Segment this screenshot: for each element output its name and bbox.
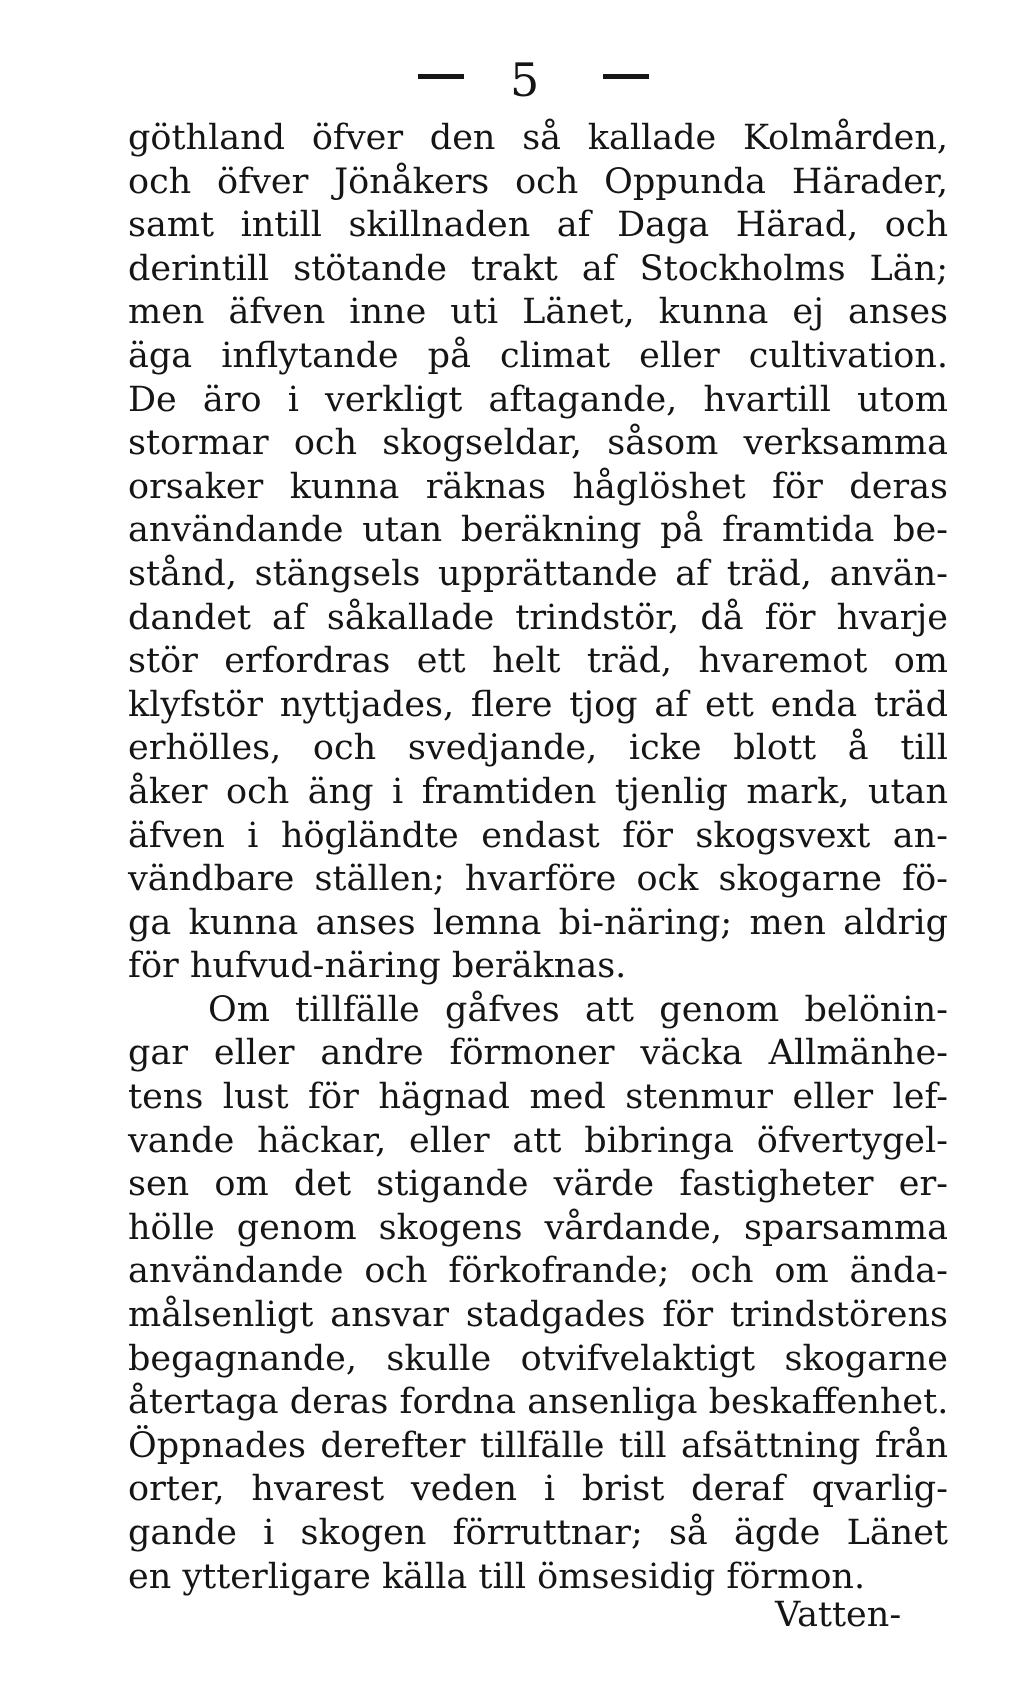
text-line: vande häckar, eller att bibringa öfvertygel- xyxy=(128,1120,948,1161)
catchword: Vatten- xyxy=(775,1595,902,1635)
body-text xyxy=(128,117,948,1599)
text-line: dandet af såkallade trindstör, då för hvarje xyxy=(128,597,948,638)
text-line: återtaga deras fordna ansenliga beskaffenhet. xyxy=(128,1382,949,1423)
text-line: begagnande, skulle otvifvelaktigt skogarne xyxy=(128,1338,948,1379)
text-line: målsenligt ansvar stadgades för trindstörens xyxy=(128,1295,948,1336)
text-line: stånd, stängsels upprättande af träd, använ- xyxy=(128,553,948,594)
text-line: De äro i verkligt aftagande, hvartill utom xyxy=(128,379,948,420)
text-line: stormar och skogseldar, såsom verksamma xyxy=(128,423,948,464)
header-dash-right xyxy=(603,74,649,79)
text-line: derintill stötande trakt af Stockholms Län; xyxy=(128,248,948,289)
paragraph-first-line: Om tillfälle gåfves att genom belönin- xyxy=(208,989,948,1030)
text-line: hölle genom skogens vårdande, sparsamma xyxy=(128,1207,948,1248)
header-dash-left xyxy=(418,74,464,79)
text-line: och öfver Jönåkers och Oppunda Härader, xyxy=(128,161,948,202)
text-line: erhölles, och svedjande, icke blott å till xyxy=(128,728,948,769)
text-line: sen om det stigande värde fastigheter er- xyxy=(128,1164,948,1205)
text-line: användande och förkofrande; och om ända- xyxy=(128,1251,948,1292)
text-line: Öppnades derefter tillfälle till afsättning från xyxy=(128,1425,948,1466)
text-line: vändbare ställen; hvarföre ock skogarne fö- xyxy=(128,859,948,900)
text-line: äga inflytande på climat eller cultivation. xyxy=(128,335,948,376)
text-line: åker och äng i framtiden tjenlig mark, utan xyxy=(128,771,948,812)
text-line: tens lust för hägnad med stenmur eller lef- xyxy=(128,1077,948,1118)
text-line: användande utan beräkning på framtida be- xyxy=(128,510,948,551)
text-line: orter, hvarest veden i brist deraf qvarlig- xyxy=(128,1469,948,1510)
text-line: stör erfordras ett helt träd, hvaremot om xyxy=(128,641,948,682)
page-header xyxy=(0,52,1024,112)
text-line: orsaker kunna räknas håglöshet för deras xyxy=(128,466,948,507)
text-line: ga kunna anses lemna bi-näring; men aldrig xyxy=(128,902,948,943)
text-line: samt intill skillnaden af Daga Härad, och xyxy=(128,205,948,246)
text-line: en ytterligare källa till ömsesidig förmon. xyxy=(128,1556,866,1597)
text-line: klyfstör nyttjades, flere tjog af ett enda träd xyxy=(128,684,948,725)
page-number: 5 xyxy=(510,53,540,107)
text-line: men äfven inne uti Länet, kunna ej anses xyxy=(128,292,948,333)
text-line: äfven i högländte endast för skogsvext an- xyxy=(128,815,948,856)
text-line: för hufvud-näring beräknas. xyxy=(128,946,627,987)
text-line: göthland öfver den så kallade Kolmården, xyxy=(128,118,948,158)
text-line: gande i skogen förruttnar; så ägde Länet xyxy=(128,1513,948,1553)
text-line: gar eller andre förmoner väcka Allmänhe- xyxy=(128,1033,948,1074)
